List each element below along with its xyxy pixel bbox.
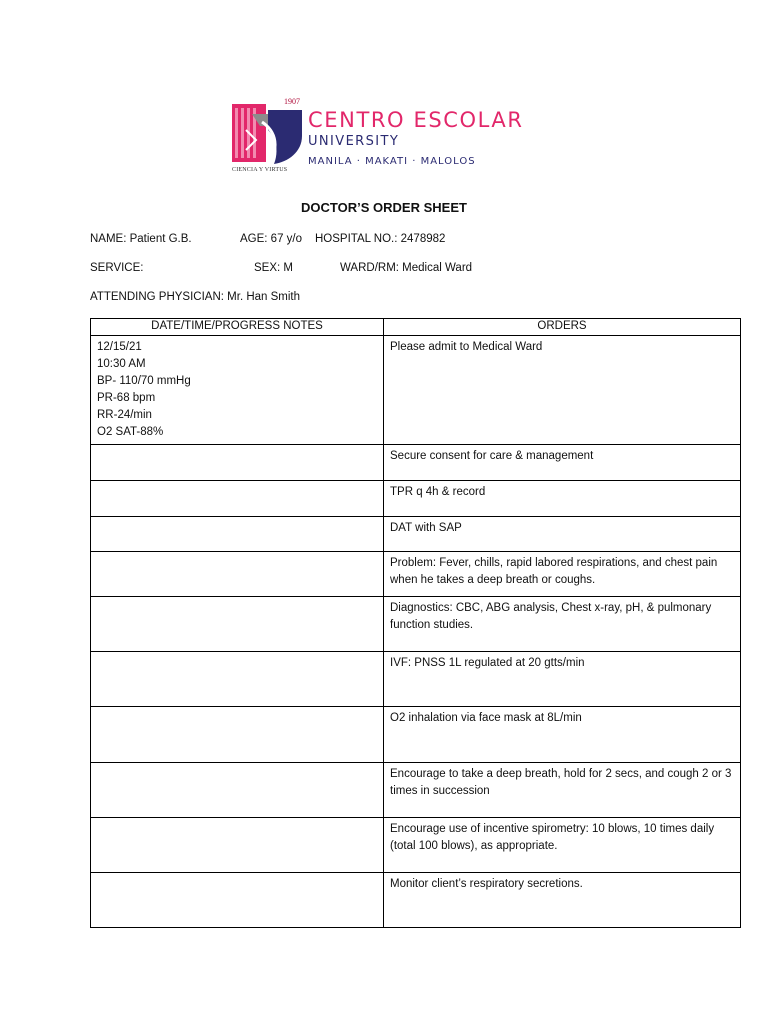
hospital-number: HOSPITAL NO.: 2478982 [315,233,446,245]
table-row [91,652,741,707]
university-crest-icon [232,100,304,166]
header-progress-notes: DATE/TIME/PROGRESS NOTES [91,319,384,336]
table-row [91,552,741,597]
patient-sex: SEX: M [254,262,293,274]
progress-notes-cell [91,873,384,928]
table-header-row [91,319,741,336]
table-row [91,763,741,818]
order-cell: Encourage to take a deep breath, hold for 2 secs, and cough 2 or 3 times in succession [384,763,741,818]
note-rr: RR-24/min [97,409,152,421]
patient-name: NAME: Patient G.B. [90,233,192,245]
order-cell: Secure consent for care & management [384,445,741,481]
service-label: SERVICE: [90,262,144,274]
note-o2sat: O2 SAT-88% [97,426,164,438]
attending-physician: ATTENDING PHYSICIAN: Mr. Han Smith [90,291,301,303]
orders-table [90,318,741,928]
progress-notes-cell [91,481,384,517]
order-cell: Problem: Fever, chills, rapid labored respirations, and chest pain when he takes a deep breath or coughs. [384,552,741,597]
ward-room: WARD/RM: Medical Ward [340,262,473,274]
progress-notes-cell [91,707,384,763]
patient-age: AGE: 67 y/o [240,233,303,245]
university-logo [232,97,552,179]
header-orders: ORDERS [384,319,741,336]
note-bp: BP- 110/70 mmHg [97,375,191,387]
progress-notes-cell [91,517,384,552]
table-row [91,336,741,445]
university-subtitle: UNIVERSITY [308,134,400,149]
table-row [91,445,741,481]
progress-notes-cell [91,597,384,652]
order-cell: DAT with SAP [384,517,741,552]
progress-notes-cell [91,763,384,818]
order-cell: Please admit to Medical Ward [384,336,741,445]
table-row [91,818,741,873]
motto: CIENCIA Y VIRTUS [232,167,288,173]
order-cell: IVF: PNSS 1L regulated at 20 gtts/min [384,652,741,707]
founding-year: 1907 [284,97,300,106]
table-row [91,517,741,552]
order-cell: O2 inhalation via face mask at 8L/min [384,707,741,763]
note-time: 10:30 AM [97,358,146,370]
order-cell: Encourage use of incentive spirometry: 10 blows, 10 times daily (total 100 blows), as appropriate. [384,818,741,873]
table-row [91,597,741,652]
order-cell: Diagnostics: CBC, ABG analysis, Chest x-ray, pH, & pulmonary function studies. [384,597,741,652]
university-name: CENTRO ESCOLAR [308,108,524,132]
note-date: 12/15/21 [97,341,142,353]
table-row [91,707,741,763]
campus-locations: MANILA · MAKATI · MALOLOS [308,156,476,167]
progress-notes-cell [91,652,384,707]
table-row [91,481,741,517]
progress-notes-cell [91,445,384,481]
order-cell: TPR q 4h & record [384,481,741,517]
order-cell: Monitor client’s respiratory secretions. [384,873,741,928]
table-row [91,873,741,928]
progress-notes-cell [91,552,384,597]
progress-notes-cell [91,818,384,873]
note-pr: PR-68 bpm [97,392,156,404]
page-title: DOCTOR’S ORDER SHEET [301,200,467,215]
progress-notes-cell [91,336,384,445]
